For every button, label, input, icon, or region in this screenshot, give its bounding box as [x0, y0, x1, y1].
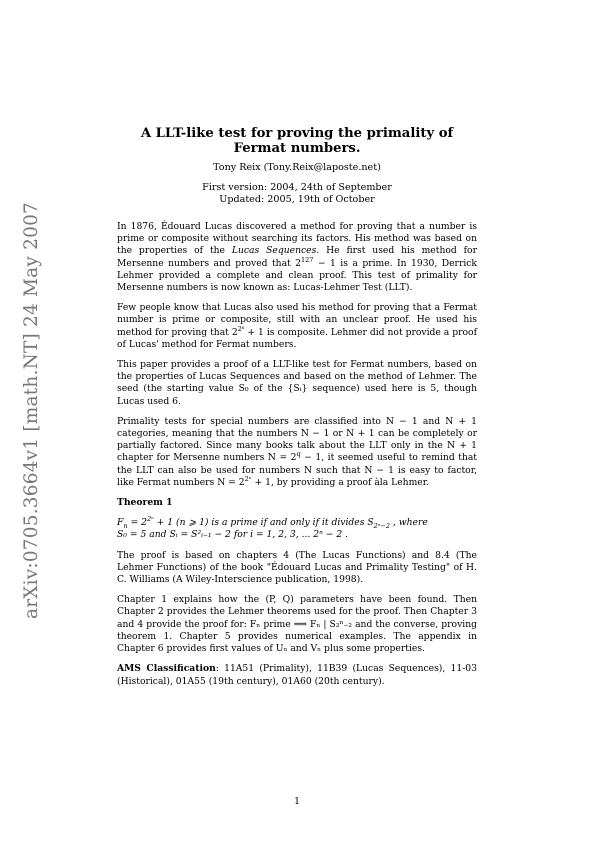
author-line: Tony Reix (Tony.Reix@laposte.net) — [213, 162, 381, 173]
ams-classification: AMS Classification: 11A51 (Primality), 11B39 (Lucas Sequences), 11-03 (Historical), 01A55 (19th century), 01A60 (20th century). — [117, 663, 477, 687]
paragraph-intro: In 1876, Édouard Lucas discovered a method for proving that a number is prime or composite without searching its factors. His method was based on the properties of the Lucas Sequences. He first used his method for Mersenne numbers and proved that $2^{127} - 1$ is a prime. In 1930, Derrick Lehmer provided a complete and clean proof. This test of primality for Mersenne numbers is now known as: Lucas-Lehmer Test (LLT). — [117, 221, 477, 294]
paragraph-fermat-history: Few people know that Lucas also used his method for proving that a Fermat number is prime or composite, still with an unclear proof. He used his method for proving that $2^{2^6} + 1$ is composite. Lehmer did not provide a proof of Lucas' method for Fermat numbers. — [117, 302, 477, 350]
paragraph-seed: This paper provides a proof of a LLT-like test for Fermat numbers, based on the properties of Lucas Sequences and based on the method of Lehmer. The seed (the starting value S₀ of the {Sᵢ} sequence) used here is 5, though Lucas used 6. — [117, 359, 477, 407]
first-version-line: First version: 2004, 24th of September — [202, 182, 392, 193]
theorem-statement: $F_n = 2^{2^n} + 1$ (n ⩾ 1) is a prime if and only if it divides $S_{2^n-2}$ , where S₀ = 5 and Sᵢ = S²ᵢ₋₁ − 2 for i = 1, 2, 3, ... 2ⁿ − 2 . — [117, 515, 428, 541]
title-line-2: Fermat numbers. — [233, 141, 361, 156]
updated-line: Updated: 2005, 19th of October — [219, 194, 375, 205]
paragraph-primality-tests: Primality tests for special numbers are classified into N − 1 and N + 1 categories, meaning that the numbers N − 1 or N + 1 can be completely or partially factored. Since many books talk about the LLT only in the N + 1 chapter for Mersenne numbers $N = 2^q - 1$, it seemed useful to remind that the LLT can also be used for numbers N such that N − 1 is easy to factor, like Fermat numbers $N = 2^{2^n} + 1$, by providing a proof àla Lehmer. — [117, 415, 477, 488]
paragraph-chapter-outline: Chapter 1 explains how the (P, Q) parameters have been found. Then Chapter 2 provides the Lehmer theorems used for the proof. Then Chapter 3 and 4 provide the proof for: Fₙ prime ⟹ Fₙ | S₂ⁿ₋₂ and the converse, proving theorem 1. Chapter 5 provides numerical examples. The appendix in Chapter 6 provides first values of Uₙ and Vₙ plus some properties. — [117, 594, 477, 655]
paragraph-book-reference: The proof is based on chapters 4 (The Lucas Functions) and 8.4 (The Lehmer Functions) of the book "Édouard Lucas and Primality Testing" of H. C. Williams (A Wiley-Interscience publication, 1998). — [117, 549, 477, 586]
ams-heading: AMS Classification — [117, 663, 216, 675]
page-number: 1 — [294, 796, 300, 807]
theorem-heading: Theorem 1 — [117, 497, 173, 509]
theorem-1 — [117, 497, 477, 542]
lucas-sequences-emphasis: Lucas Sequences — [231, 245, 317, 257]
arxiv-sidebar-stamp — [12, 201, 52, 619]
title-line-1: A LLT-like test for proving the primality of — [140, 126, 454, 141]
paper-body — [117, 221, 477, 696]
arxiv-identifier: arXiv:0705.3664v1 [math.NT] 24 May 2007 — [21, 201, 43, 619]
paper-title — [117, 126, 477, 156]
